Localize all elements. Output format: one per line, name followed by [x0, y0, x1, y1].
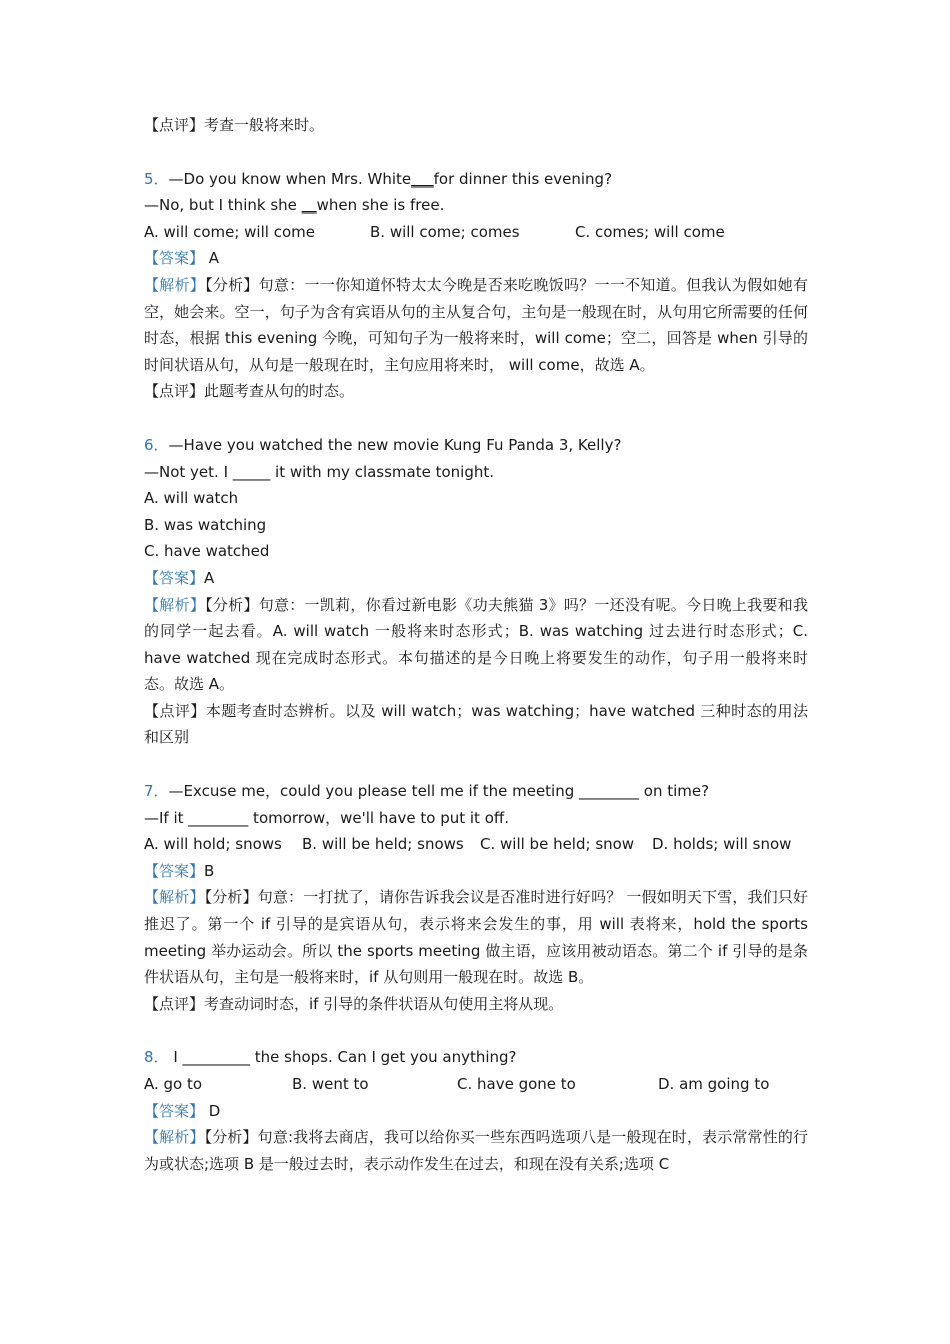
q7-option-d: D. holds; will snow	[652, 835, 792, 854]
q7-line2: —If it ________ tomorrow，we'll have to put it off.	[144, 808, 509, 827]
q5-comment: 【点评】此题考查从句的时态。	[144, 382, 355, 401]
q5-option-c: C. comes; will come	[575, 222, 725, 241]
q8-analysis: 【解析】【分析】句意:我将去商店，我可以给你买一些东西吗选项八是一般现在时，表示常常性的行为或状态;选项 B 是一般过去时，表示动作发生在过去，和现在没有关系;选项 C	[144, 1128, 808, 1173]
q7-comment: 【点评】考查动词时态，if 引导的条件状语从句使用主将从现。	[144, 994, 564, 1013]
q7-option-b: B. will be held; snows	[302, 835, 464, 854]
q7-option-c: C. will be held; snow	[480, 835, 635, 854]
q4-comment: 【点评】考查一般将来时。	[144, 116, 325, 134]
q7-analysis: 【解析】【分析】句意：一打扰了，请你告诉我会议是否准时进行好吗？ 一假如明天下雪，我们只好推迟了。第一个 if 引导的是宾语从句，表示将来会发生的事，用 will 表将来，hold the sports meeting 举办运动会。所以 the sports meeting 做主语，应该用被动语态。第二个 if 引导的是条件状语从句，主句是一般将来时，if 从句则用一般现在时。故选 B。	[144, 888, 808, 987]
q7-options	[144, 831, 808, 858]
q8-option-b: B. went to	[292, 1075, 369, 1093]
q6-analysis: 【解析】【分析】句意：一凯莉，你看过新电影《功夫熊猫 3》吗？一还没有呢。今日晚上我要和我的同学一起去看。A. will watch 一般将来时态形式；B. was watching 过去进行时态形式；C. have watched 现在完成时态形式。本句描述的是今日晚上将要发生的动作，句子用一般将来时态。故选 A。	[144, 595, 808, 694]
q5-options	[144, 219, 808, 246]
q5-number: 5．	[144, 169, 169, 188]
q6-option-c: C. have watched	[144, 542, 270, 561]
q6-number: 6．	[144, 435, 169, 454]
q6-comment: 【点评】本题考查时态辨析。以及 will watch；was watching；have watched 三种时态的用法和区别	[144, 701, 808, 747]
q8-option-d: D. am going to	[658, 1075, 770, 1093]
q5-blank2: __	[301, 196, 317, 215]
q6-option-b: B. was watching	[144, 515, 267, 534]
q8-line1: 8． I _________ the shops. Can I get you anything?	[144, 1048, 517, 1067]
q5-analysis: 【解析】【分析】句意：一一你知道怀特太太今晚是否来吃晚饭吗？一一不知道。但我认为假如她有空，她会来。空一，句子为含有宾语从句的主从复合句，主句是一般现在时，从句用它所需要的任何时态，根据 this evening 今晚，可知句子为一般将来时，will come；空二，回答是 when 引导的时间状语从句，从句是一般现在时，主句应用将来时， will come，故选 A。	[144, 275, 808, 374]
q8-option-a: A. go to	[144, 1075, 203, 1093]
q6-option-a: A. will watch	[144, 489, 239, 508]
q5-line1: 5．—Do you know when Mrs. White___for dinner this evening?	[144, 169, 613, 188]
q8-option-c: C. have gone to	[457, 1075, 576, 1093]
q5-option-a: A. will come; will come	[144, 222, 315, 241]
q6-answer: 【答案】A	[144, 568, 215, 587]
q7-line1: 7．—Excuse me，could you please tell me if the meeting ________ on time?	[144, 782, 710, 801]
q5-option-b: B. will come; comes	[370, 222, 520, 241]
q7-answer: 【答案】B	[144, 861, 215, 880]
document-page	[144, 112, 808, 1177]
q5-answer: 【答案】 A	[144, 249, 220, 268]
q6-line2: —Not yet. I _____ it with my classmate tonight.	[144, 462, 495, 481]
q8-options	[144, 1071, 808, 1098]
q8-answer: 【答案】 D	[144, 1101, 221, 1120]
q7-option-a: A. will hold; snows	[144, 835, 282, 854]
q6-line1: 6．—Have you watched the new movie Kung Fu Panda 3, Kelly?	[144, 435, 622, 454]
q8-number: 8．	[144, 1048, 169, 1067]
q5-line2: —No, but I think she __when she is free.	[144, 196, 445, 215]
q5-blank1: ___	[411, 169, 434, 188]
q7-number: 7．	[144, 782, 169, 801]
